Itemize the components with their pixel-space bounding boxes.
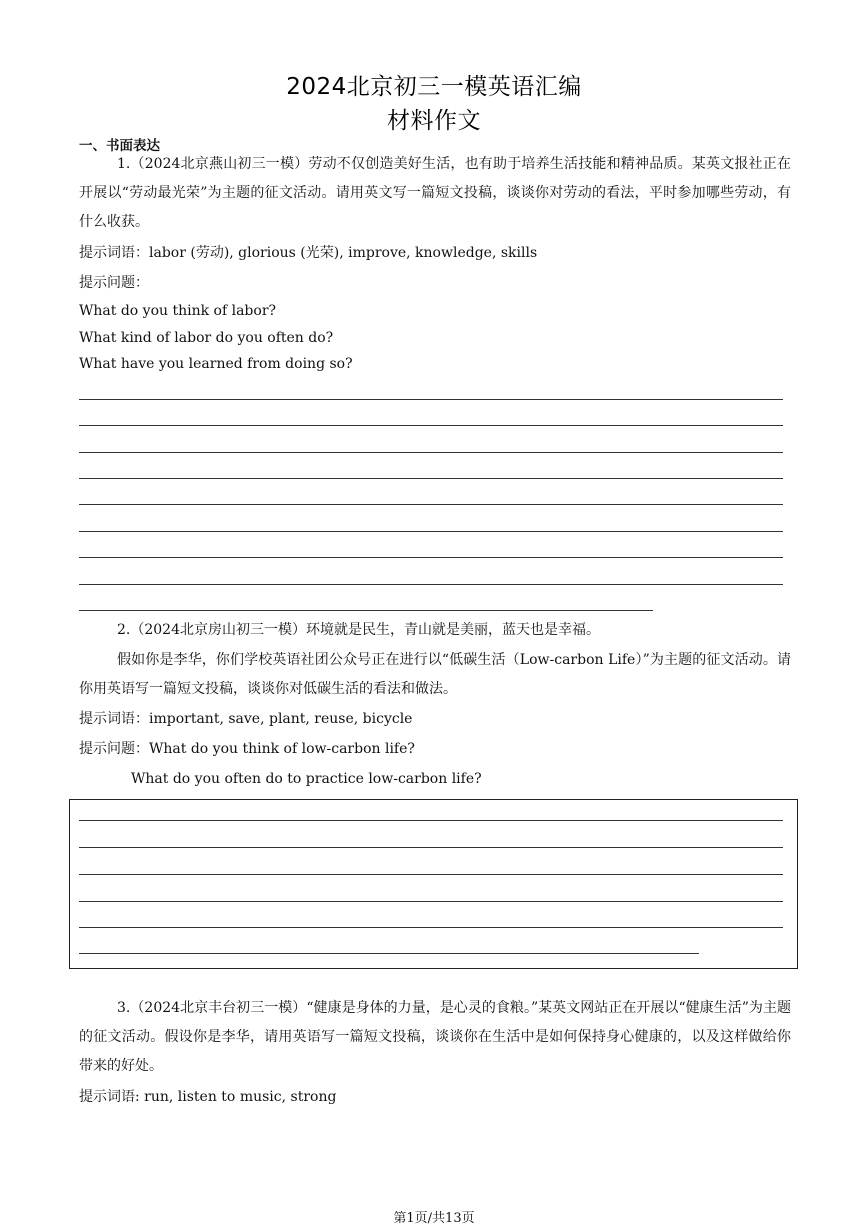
q1-hint-words: 提示词语：labor (劳动), glorious (光荣), improve, knowledge, skills xyxy=(79,245,538,261)
q2-answer-box xyxy=(69,799,798,969)
answer-line[interactable] xyxy=(79,584,783,585)
answer-line[interactable] xyxy=(79,425,783,426)
answer-line[interactable] xyxy=(79,531,783,532)
page-number: 第1页/共13页 xyxy=(393,1211,475,1226)
answer-line[interactable] xyxy=(79,874,783,875)
section-heading: 一、书面表达 xyxy=(79,138,160,154)
q3-hint-words: 提示词语: run, listen to music, strong xyxy=(79,1089,337,1105)
answer-line[interactable] xyxy=(79,452,783,453)
q2-intro: 2.（2024北京房山初三一模）环境就是民生，青山就是美丽，蓝天也是幸福。 xyxy=(117,622,600,638)
q1-prompt: 1.（2024北京燕山初三一模）劳动不仅创造美好生活，也有助于培养生活技能和精神品质。某英文报社正在开展以“劳动最光荣”为主题的征文活动。请用英文写一篇短文投稿，谈谈你对劳动的看法，平时参加哪些劳动，有什么收获。 xyxy=(79,156,791,230)
answer-line[interactable] xyxy=(79,953,699,954)
answer-line[interactable] xyxy=(79,927,783,928)
answer-line[interactable] xyxy=(79,901,783,902)
answer-line[interactable] xyxy=(79,399,783,400)
q2-prompt: 假如你是李华，你们学校英语社团公众号正在进行以“低碳生活（Low-carbon Life）”为主题的征文活动。请你用英语写一篇短文投稿，谈谈你对低碳生活的看法和做法。 xyxy=(79,652,791,697)
q2-hint-question-1: 提示问题：What do you think of low-carbon life? xyxy=(79,741,415,757)
q1-question-list xyxy=(79,298,791,378)
page-title: 2024北京初三一模英语汇编 xyxy=(286,74,582,100)
q1-question: What kind of labor do you often do? xyxy=(79,329,334,346)
answer-line[interactable] xyxy=(79,610,653,611)
answer-line[interactable] xyxy=(79,478,783,479)
page-subtitle: 材料作文 xyxy=(387,108,481,134)
answer-line[interactable] xyxy=(79,847,783,848)
q3-prompt: 3.（2024北京丰台初三一模）“健康是身体的力量，是心灵的食粮。”某英文网站正在开展以“健康生活”为主题的征文活动。假设你是李华，请用英语写一篇短文投稿，谈谈你在生活中是如何保持身心健康的，以及这样做给你带来的好处。 xyxy=(79,1000,791,1074)
answer-line[interactable] xyxy=(79,504,783,505)
q1-question: What have you learned from doing so? xyxy=(79,356,353,372)
answer-line[interactable] xyxy=(79,557,783,558)
q1-question: What do you think of labor? xyxy=(79,303,277,319)
answer-line[interactable] xyxy=(79,820,783,821)
q1-hint-questions-label: 提示问题： xyxy=(79,275,149,291)
q2-hint-words: 提示词语：important, save, plant, reuse, bicycle xyxy=(79,711,413,727)
q2-hint-question-2: What do you often do to practice low-carbon life? xyxy=(131,771,482,787)
